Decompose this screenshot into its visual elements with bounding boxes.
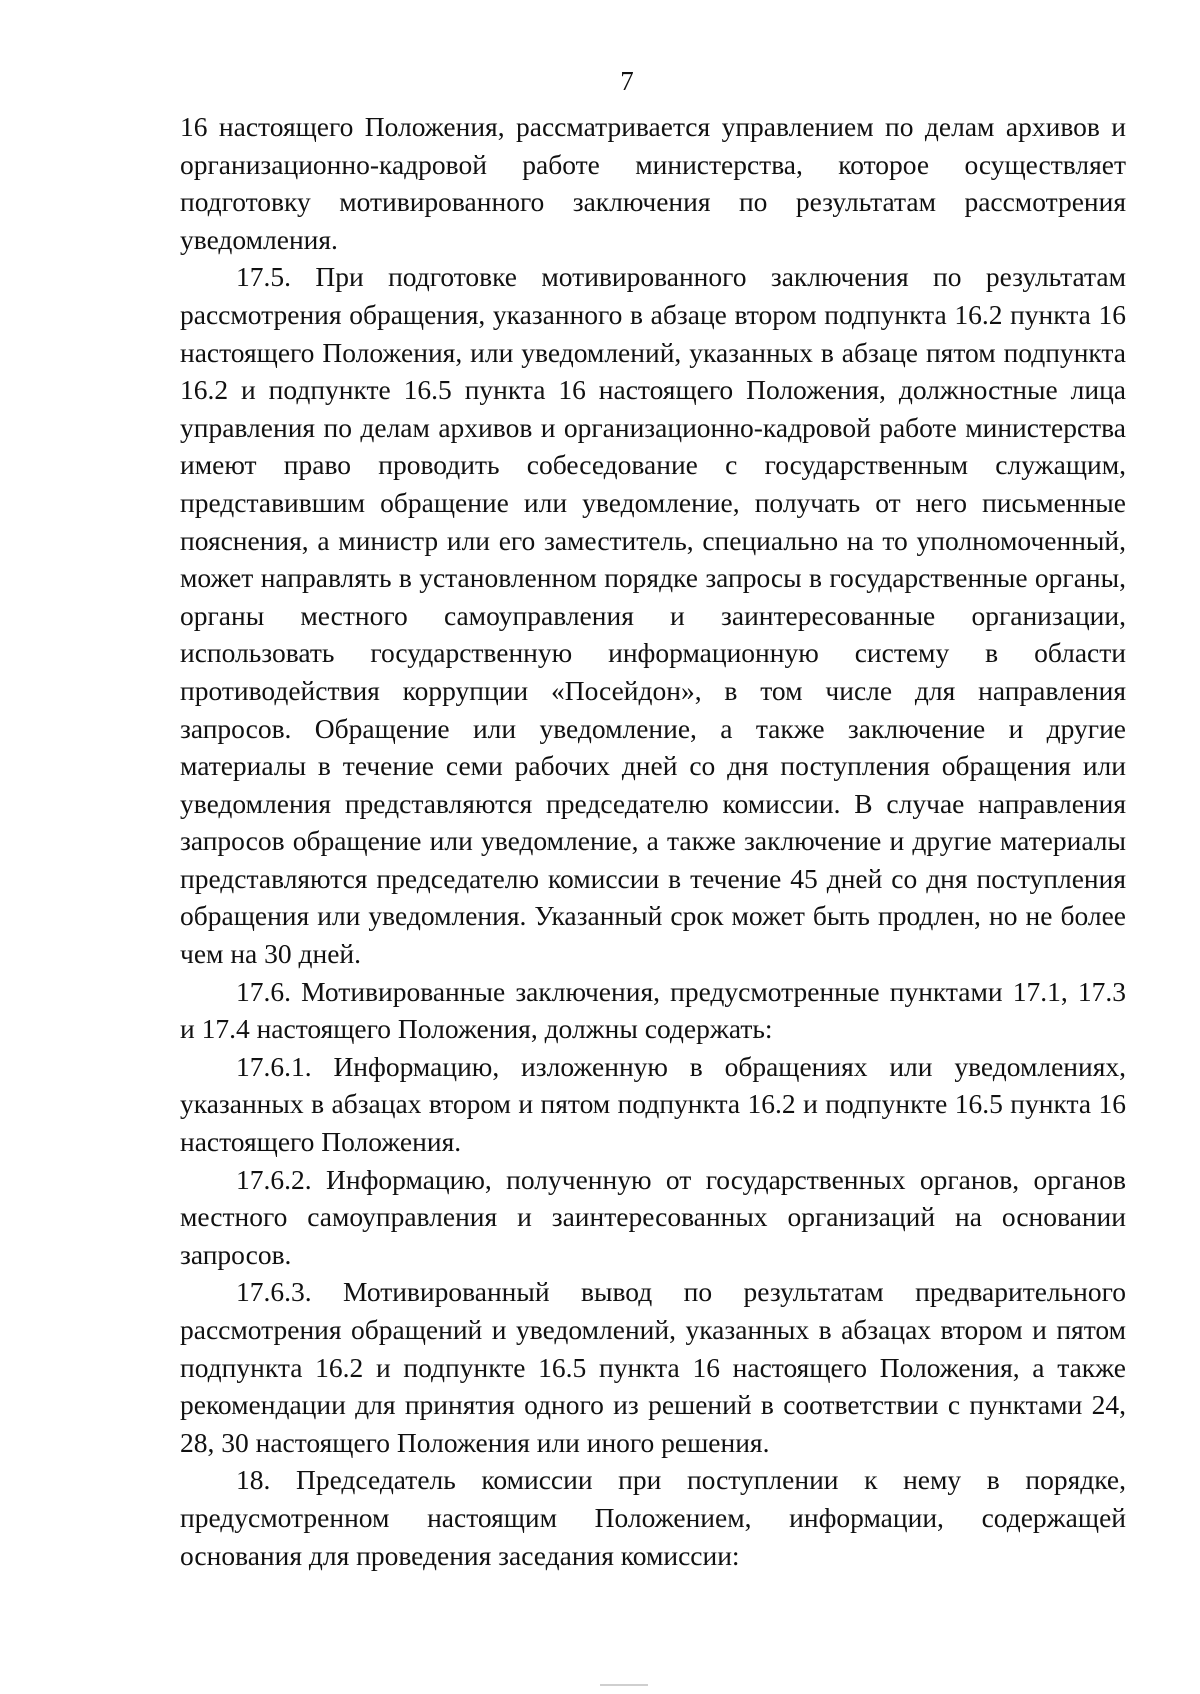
paragraph-17-6-2: 17.6.2. Информацию, полученную от государственных органов, органов местного самоуправления и заинтересованных организаций на основании запросов. xyxy=(180,1163,1126,1270)
paragraph-continuation: 16 настоящего Положения, рассматривается управлением по делам архивов и организационно-кадровой работе министерства, которое осуществляет подготовку мотивированного заключения по результатам рассмотрения уведомления. xyxy=(180,111,1126,255)
scan-artifact xyxy=(600,1684,648,1686)
paragraph-17-5: 17.5. При подготовке мотивированного заключения по результатам рассмотрения обращения, указанного в абзаце втором подпункта 16.2 пункта 16 настоящего Положения, или уведомлений, указанных в абзаце пятом подпункта 16.2 и подпункте 16.5 пункта 16 настоящего Положения, должностные лица управления по делам архивов и организационно-кадровой работе министерства имеют право проводить собеседование с государственным служащим, представившим обращение или уведомление, получать от него письменные пояснения, а министр или его заместитель, специально на то уполномоченный, может направлять в установленном порядке запросы в государственные органы, органы местного самоуправления и заинтересованные организации, использовать государственную информационную систему в области противодействия коррупции «Посейдон», в том числе для направления запросов. Обращение или уведомление, а также заключение и другие материалы в течение семи рабочих дней со дня поступления обращения или уведомления представляются председателю комиссии. В случае направления запросов обращение или уведомление, а также заключение и другие материалы представляются председателю комиссии в течение 45 дней со дня поступления обращения или уведомления. Указанный срок может быть продлен, но не более чем на 30 дней. xyxy=(180,261,1126,970)
paragraph-18: 18. Председатель комиссии при поступлении к нему в порядке, предусмотренном настоящим Положением, информации, содержащей основания для проведения заседания комиссии: xyxy=(180,1464,1126,1571)
paragraph-17-6: 17.6. Мотивированные заключения, предусмотренные пунктами 17.1, 17.3 и 17.4 настоящего Положения, должны содержать: xyxy=(180,975,1126,1045)
document-body xyxy=(180,108,1126,1574)
paragraph-17-6-3: 17.6.3. Мотивированный вывод по результатам предварительного рассмотрения обращений и уведомлений, указанных в абзацах втором и пятом подпункта 16.2 и подпункте 16.5 пункта 16 настоящего Положения, а также рекомендации для принятия одного из решений в соответствии с пунктами 24, 28, 30 настоящего Положения или иного решения. xyxy=(180,1276,1126,1458)
page-number: 7 xyxy=(620,66,634,96)
paragraph-17-6-1: 17.6.1. Информацию, изложенную в обращениях или уведомлениях, указанных в абзацах втором и пятом подпункта 16.2 и подпункте 16.5 пункта 16 настоящего Положения. xyxy=(180,1050,1126,1158)
